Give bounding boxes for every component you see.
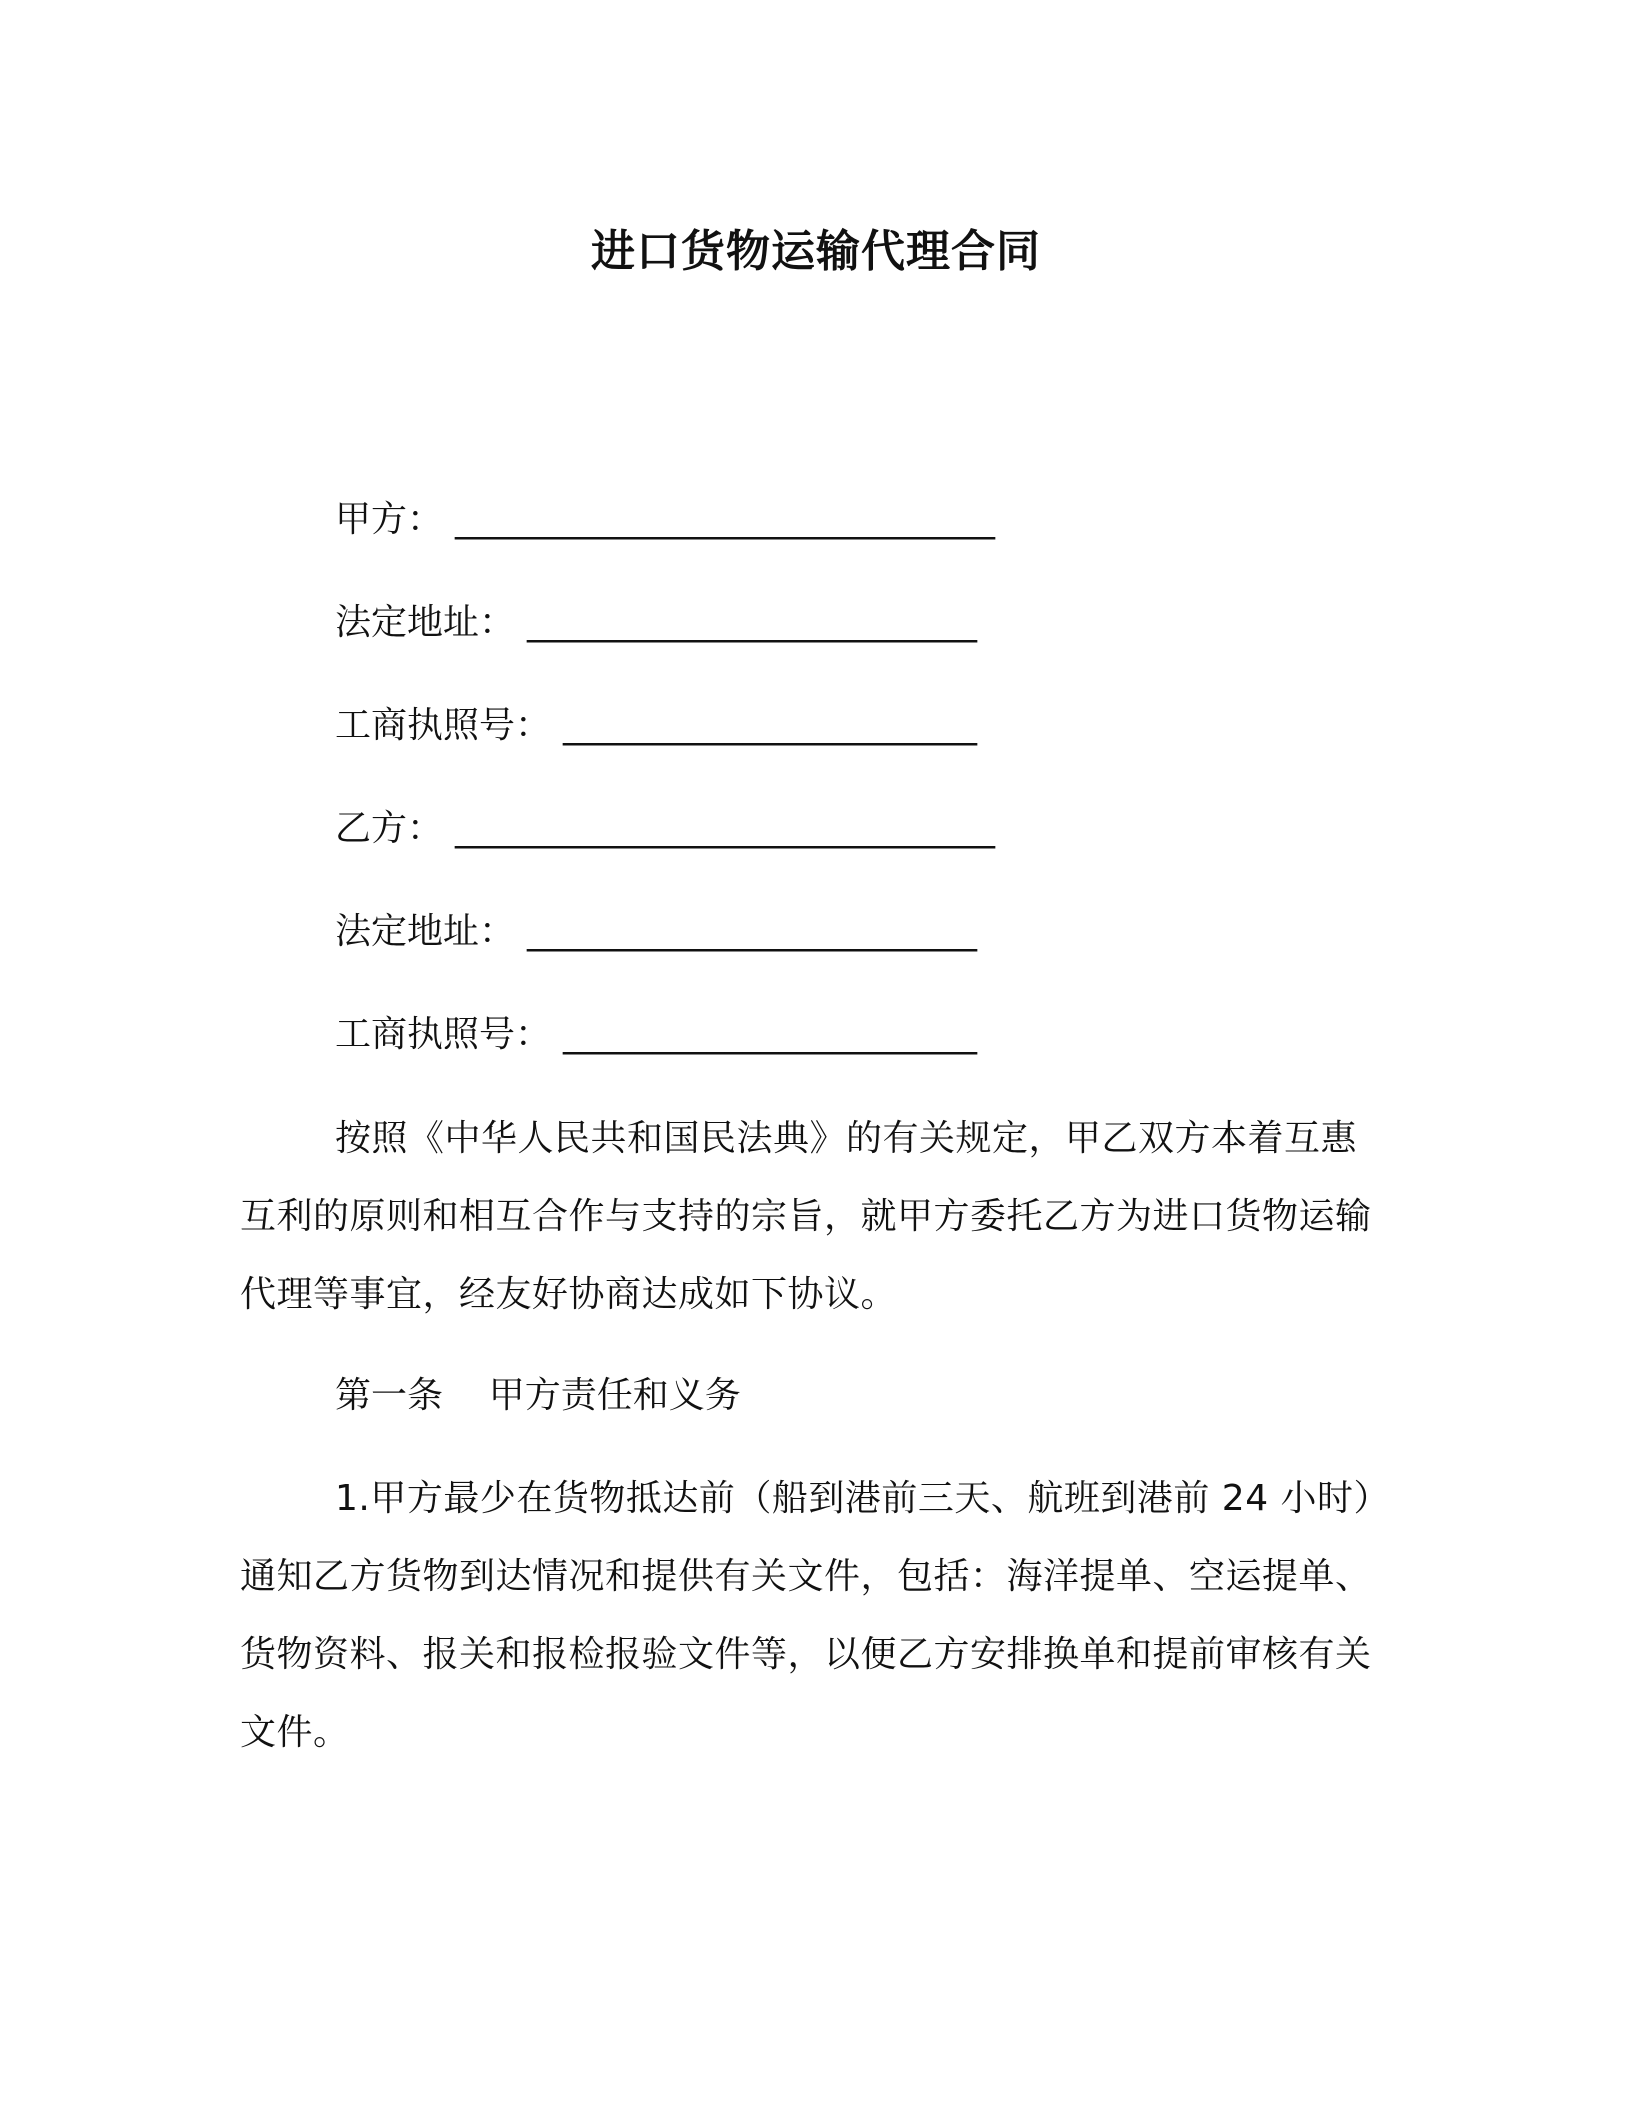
- intro-text: 按照《中华人民共和国民法典》的有关规定，甲乙双方本着互惠互利的原则和相互合作与支持的宗旨，就甲方委托乙方为进口货物运输代理等事宜，经友好协商达成如下协议。: [240, 1118, 1372, 1315]
- party-a-license-field: [335, 702, 977, 750]
- party-b-license-label: 工商执照号：: [335, 1014, 552, 1055]
- party-b-label: 乙方：: [335, 808, 444, 849]
- party-b-address-field: [335, 908, 977, 956]
- party-a-blank: ______________________________: [455, 499, 996, 540]
- party-a-license-label: 工商执照号：: [335, 705, 552, 746]
- party-b-license-field: [335, 1011, 977, 1059]
- party-b-blank: ______________________________: [455, 808, 996, 849]
- party-a-address-blank: _________________________: [527, 602, 978, 643]
- party-a-license-blank: _______________________: [563, 705, 978, 746]
- party-a-label: 甲方：: [335, 499, 444, 540]
- document-title: 进口货物运输代理合同: [591, 226, 1041, 277]
- intro-paragraph: [240, 1100, 1390, 1334]
- party-b-field: [335, 805, 995, 853]
- clause-1-text: 1.甲方最少在货物抵达前（船到港前三天、航班到港前 24 小时）通知乙方货物到达情况和提供有关文件，包括：海洋提单、空运提单、货物资料、报关和报检报验文件等，以便乙方安排换单和提前审核有关文件。: [240, 1478, 1373, 1753]
- party-a-field: [335, 496, 995, 544]
- party-b-address-blank: _________________________: [527, 911, 978, 952]
- party-a-address-label: 法定地址：: [335, 602, 516, 643]
- party-b-address-label: 法定地址：: [335, 911, 516, 952]
- article-1-clause-1: [240, 1460, 1390, 1772]
- party-a-address-field: [335, 599, 977, 647]
- article-1-heading: 第一条 甲方责任和义务: [335, 1375, 741, 1416]
- party-b-license-blank: _______________________: [563, 1014, 978, 1055]
